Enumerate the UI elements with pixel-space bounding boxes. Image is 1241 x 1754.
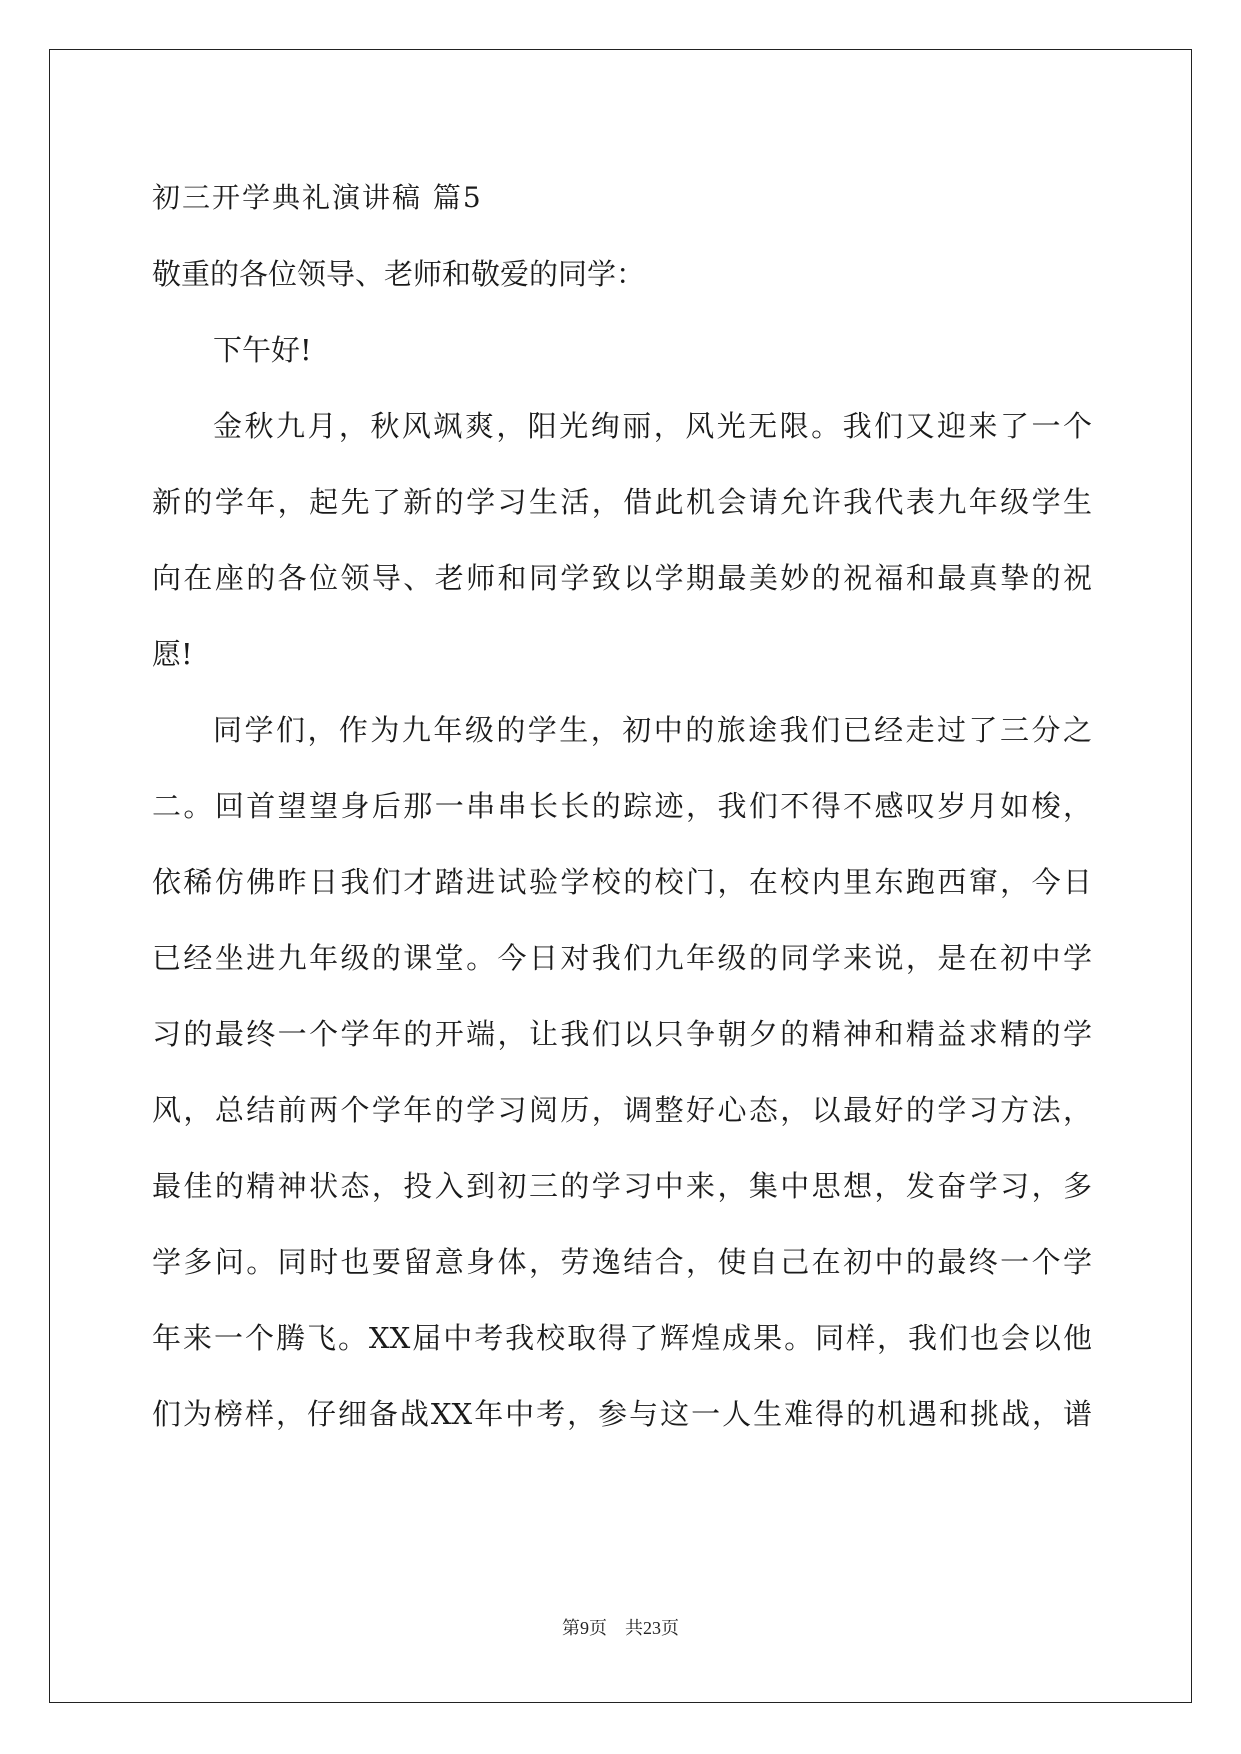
- paragraph-line: 最佳的精神状态，投入到初三的学习中来，集中思想，发奋学习，多: [152, 1169, 1092, 1203]
- paragraph-line: 已经坐进九年级的课堂。今日对我们九年级的同学来说，是在初中学: [152, 941, 1092, 975]
- paragraph-line: 新的学年，起先了新的学习生活，借此机会请允许我代表九年级学生: [152, 485, 1092, 519]
- paragraph-line: 愿!: [152, 637, 193, 671]
- page-number: 第9页: [562, 1618, 607, 1638]
- paragraph-line: 年来一个腾飞。XX届中考我校取得了辉煌成果。同样，我们也会以他: [152, 1321, 1092, 1355]
- greeting: 下午好!: [213, 333, 312, 367]
- paragraph-line: 学多问。同时也要留意身体，劳逸结合，使自己在初中的最终一个学: [152, 1245, 1092, 1279]
- document-title: 初三开学典礼演讲稿 篇5: [152, 181, 483, 214]
- paragraph-line: 向在座的各位领导、老师和同学致以学期最美妙的祝福和最真挚的祝: [152, 561, 1092, 595]
- paragraph-line: 们为榜样，仔细备战XX年中考，参与这一人生难得的机遇和挑战，谱: [152, 1397, 1092, 1431]
- paragraph-line: 风，总结前两个学年的学习阅历，调整好心态，以最好的学习方法，: [152, 1093, 1092, 1127]
- paragraph-line: 依稀仿佛昨日我们才踏进试验学校的校门，在校内里东跑西窜，今日: [152, 865, 1092, 899]
- paragraph-line: 二。回首望望身后那一串串长长的踪迹，我们不得不感叹岁月如梭，: [152, 789, 1092, 823]
- paragraph-line: 金秋九月，秋风飒爽，阳光绚丽，风光无限。我们又迎来了一个: [213, 409, 1092, 443]
- page-footer: [0, 1614, 1241, 1640]
- salutation: 敬重的各位领导、老师和敬爱的同学：: [152, 257, 646, 291]
- paragraph-line: 同学们，作为九年级的学生，初中的旅途我们已经走过了三分之: [213, 713, 1092, 747]
- page-total: 共23页: [625, 1618, 679, 1638]
- paragraph-line: 习的最终一个学年的开端，让我们以只争朝夕的精神和精益求精的学: [152, 1017, 1092, 1051]
- document-body: [152, 160, 1092, 1452]
